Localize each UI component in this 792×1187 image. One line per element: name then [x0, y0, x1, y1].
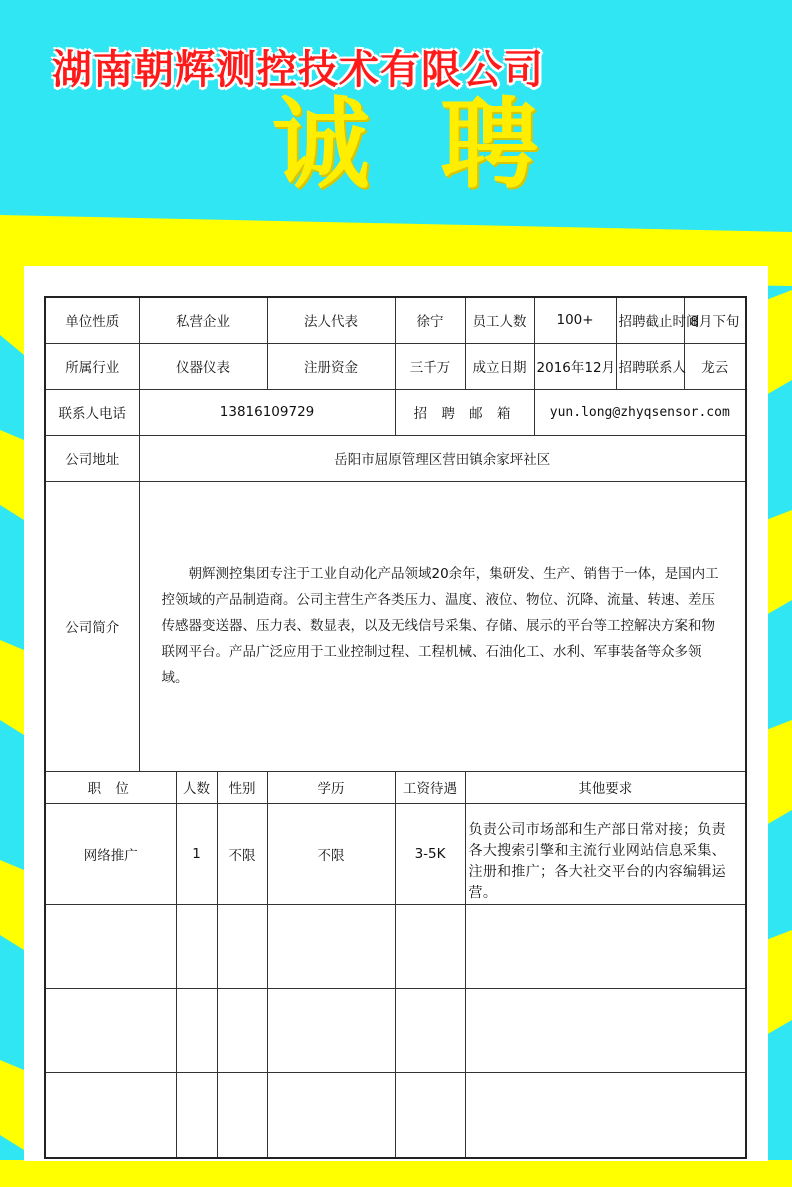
- intro-label: 公司简介: [45, 481, 139, 771]
- empty-job-row: [45, 904, 746, 988]
- legal-rep-value: 徐宁: [395, 297, 465, 343]
- info-row-1: [45, 297, 746, 343]
- intro-text: 朝辉测控集团专注于工业自动化产品领域20余年，集研发、生产、销售于一体，是国内工控领域的产品制造商。公司主营生产各类压力、温度、液位、物位、沉降、流量、转速、差压传感器变送器、压力表、数显表，以及无线信号采集、存储、展示的平台等工控解决方案和物联网平台。产品广泛应用于工业控制过程、工程机械、石油化工、水利、军事装备等众多领域。: [161, 566, 719, 686]
- position-header: 职 位: [45, 771, 176, 803]
- empty-cell: [267, 1072, 395, 1158]
- recruitment-form: [44, 296, 747, 1159]
- recruiting-headline: 诚 聘: [272, 88, 557, 202]
- job-position: 网络推广: [45, 803, 176, 904]
- contact-person-value: 龙云: [684, 343, 746, 389]
- gender-header: 性别: [217, 771, 267, 803]
- empty-cell: [176, 1072, 217, 1158]
- address-label: 公司地址: [45, 435, 139, 481]
- info-row-2: [45, 343, 746, 389]
- address-row: [45, 435, 746, 481]
- empty-cell: [217, 1072, 267, 1158]
- education-header: 学历: [267, 771, 395, 803]
- job-salary: 3-5K: [395, 803, 465, 904]
- job-requirements: 负责公司市场部和生产部日常对接；负责各大搜索引擎和主流行业网站信息采集、注册和推广；各大社交平台的内容编辑运营。: [465, 803, 746, 904]
- empty-job-row: [45, 988, 746, 1072]
- job-gender: 不限: [217, 803, 267, 904]
- legal-rep-label: 法人代表: [267, 297, 395, 343]
- salary-header: 工资待遇: [395, 771, 465, 803]
- empty-cell: [465, 988, 746, 1072]
- founded-value: 2016年12月: [534, 343, 616, 389]
- unit-type-value: 私营企业: [139, 297, 267, 343]
- requirements-header: 其他要求: [465, 771, 746, 803]
- empty-cell: [267, 988, 395, 1072]
- empty-cell: [267, 904, 395, 988]
- empty-cell: [45, 988, 176, 1072]
- job-education: 不限: [267, 803, 395, 904]
- intro-row: [45, 481, 746, 771]
- empty-cell: [176, 904, 217, 988]
- empty-cell: [45, 1072, 176, 1158]
- deadline-label: 招聘截止时间: [616, 297, 684, 343]
- empty-cell: [465, 904, 746, 988]
- industry-value: 仪器仪表: [139, 343, 267, 389]
- contact-person-label: 招聘联系人: [616, 343, 684, 389]
- employee-count-label: 员工人数: [465, 297, 534, 343]
- empty-cell: [395, 904, 465, 988]
- empty-cell: [465, 1072, 746, 1158]
- address-value: 岳阳市屈原管理区营田镇余家坪社区: [139, 435, 746, 481]
- industry-label: 所属行业: [45, 343, 139, 389]
- job-row: [45, 803, 746, 904]
- count-header: 人数: [176, 771, 217, 803]
- phone-value: 13816109729: [139, 389, 395, 435]
- unit-type-label: 单位性质: [45, 297, 139, 343]
- employee-count-value: 100+: [534, 297, 616, 343]
- empty-cell: [217, 904, 267, 988]
- email-value: yun.long@zhyqsensor.com: [534, 389, 746, 435]
- founded-label: 成立日期: [465, 343, 534, 389]
- capital-value: 三千万: [395, 343, 465, 389]
- jobs-header-row: [45, 771, 746, 803]
- empty-job-row: [45, 1072, 746, 1158]
- empty-cell: [217, 988, 267, 1072]
- contact-row: [45, 389, 746, 435]
- intro-cell: [139, 481, 746, 771]
- empty-cell: [176, 988, 217, 1072]
- deadline-value: 8月下旬: [684, 297, 746, 343]
- email-label: 招 聘 邮 箱: [395, 389, 534, 435]
- job-count: 1: [176, 803, 217, 904]
- empty-cell: [45, 904, 176, 988]
- company-name: 湖南朝辉测控技术有限公司: [52, 47, 544, 93]
- capital-label: 注册资金: [267, 343, 395, 389]
- empty-cell: [395, 988, 465, 1072]
- phone-label: 联系人电话: [45, 389, 139, 435]
- empty-cell: [395, 1072, 465, 1158]
